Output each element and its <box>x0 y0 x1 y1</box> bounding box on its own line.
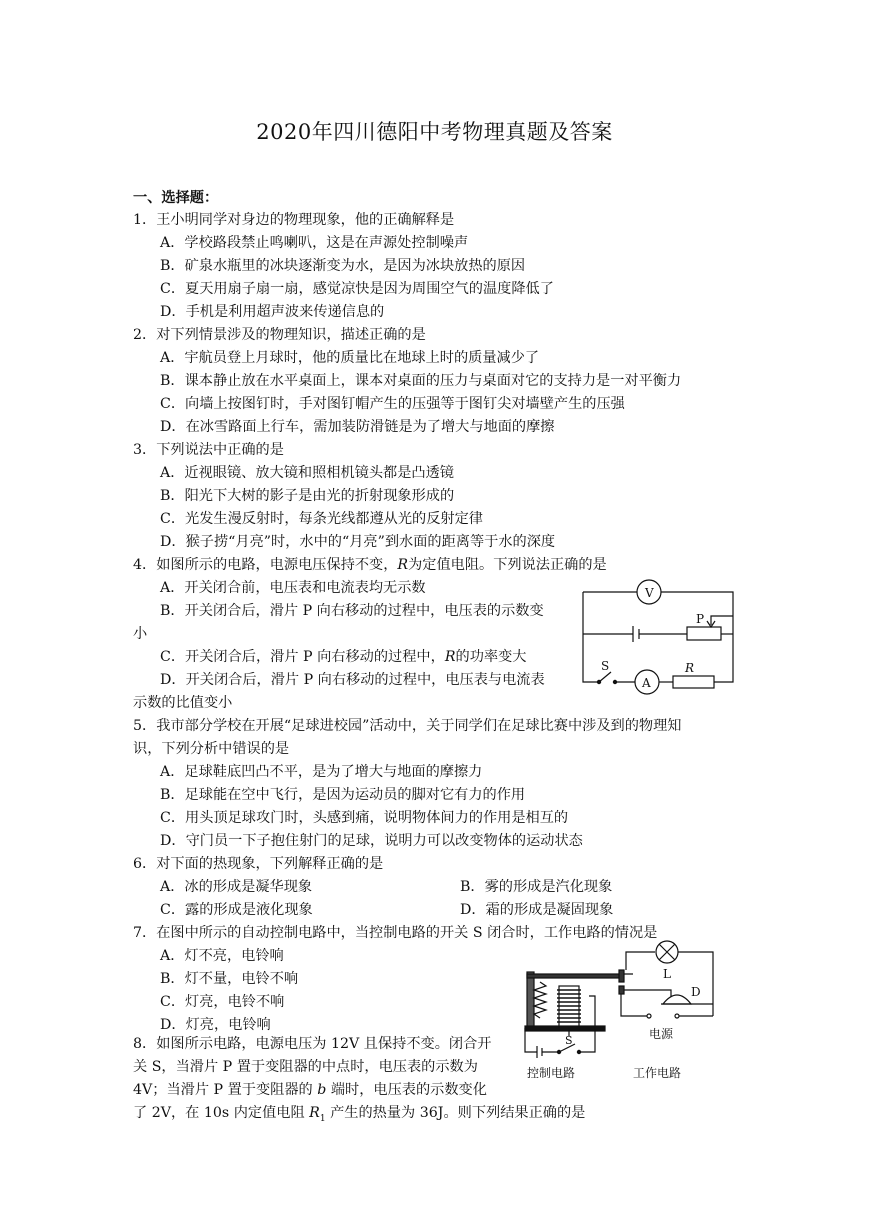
q8-l3-post: 端时，电压表的示数变化 <box>326 1082 487 1098</box>
spring-icon <box>534 982 546 1018</box>
q4-option-d-cont: 示数的比值变小 <box>133 695 233 711</box>
q5-option-b: B．足球能在空中飞行，是因为运动员的脚对它有力的作用 <box>160 787 526 803</box>
switch-label: S <box>601 659 610 673</box>
q6-option-d: D．霜的形成是凝固现象 <box>460 902 614 918</box>
q6-option-c: C．露的形成是液化现象 <box>160 902 313 918</box>
slider-arrow-icon <box>711 616 733 625</box>
q4-c-pre: C．开关闭合后，滑片 P 向右移动的过程中， <box>160 649 445 665</box>
bell-icon <box>663 995 691 1004</box>
q2-option-a: A．宇航员登上月球时，他的质量比在地球上时的质量减少了 <box>160 350 540 366</box>
q4-stem-r: R <box>397 557 409 573</box>
power-supply-label: 电源 <box>649 1027 674 1041</box>
q4-circuit-diagram <box>575 578 745 698</box>
q4-stem-pre: 4．如图所示的电路，电源电压保持不变， <box>133 557 398 573</box>
q1-option-a: A．学校路段禁止鸣喇叭，这是在声源处控制噪声 <box>160 235 469 251</box>
q5-stem: 5．我市部分学校在开展“足球进校园”活动中，关于同学们在足球比赛中涉及到的物理知 <box>133 718 682 734</box>
q2-option-d: D．在冰雪路面上行车，需加装防滑链是为了增大与地面的摩擦 <box>160 419 555 435</box>
q8-l3-pre: 4V；当滑片 P 置于变阻器的 <box>133 1082 318 1098</box>
q4-c-post: 的功率变大 <box>455 649 527 665</box>
q2-stem: 2．对下列情景涉及的物理知识，描述正确的是 <box>133 327 426 343</box>
q8-line3 <box>133 1080 487 1100</box>
q5-option-a: A．足球鞋底凹凸不平，是为了增大与地面的摩擦力 <box>160 764 483 780</box>
q1-option-d: D．手机是利用超声波来传递信息的 <box>160 304 385 320</box>
q6-option-b: B．雾的形成是汽化现象 <box>460 879 613 895</box>
work-circuit-label: 工作电路 <box>633 1066 682 1080</box>
q8-l4-sub: 1 <box>319 1113 326 1124</box>
ammeter-label: A <box>642 676 651 690</box>
q6-stem: 6．对下面的热现象，下列解释正确的是 <box>133 856 384 872</box>
bell-label: D <box>691 985 701 999</box>
resistor-label: R <box>685 661 695 675</box>
resistor-icon <box>673 676 714 688</box>
q1-option-b: B．矿泉水瓶里的冰块逐渐变为水，是因为冰块放热的原因 <box>160 258 526 274</box>
q6-option-a: A．冰的形成是凝华现象 <box>160 879 313 895</box>
q8-l3-b: b <box>317 1082 327 1098</box>
q2-option-c: C．向墙上按图钉时，手对图钉帽产生的压强等于图钉尖对墙壁产生的压强 <box>160 396 625 412</box>
q1-stem: 1．王小明同学对身边的物理现象，他的正确解释是 <box>133 212 455 228</box>
q8-line1: 8．如图所示电路，电源电压为 12V 且保持不变。闭合开 <box>133 1036 492 1052</box>
q3-option-c: C．光发生漫反射时，每条光线都遵从光的反射定律 <box>160 511 483 527</box>
q4-stem-post: 为定值电阻。下列说法正确的是 <box>408 557 607 573</box>
q8-l4-pre: 了 2V，在 10s 内定值电阻 <box>133 1105 310 1121</box>
q7-option-b: B．灯不量，电铃不响 <box>160 971 299 987</box>
q1-option-c: C．夏天用扇子扇一扇，感觉凉快是因为周围空气的温度降低了 <box>160 281 554 297</box>
q8-line4 <box>133 1103 585 1129</box>
q7-relay-diagram <box>513 936 728 1086</box>
armature-icon <box>527 974 622 978</box>
control-circuit-label: 控制电路 <box>527 1066 576 1080</box>
relay-base <box>525 1026 605 1031</box>
battery-icon <box>633 626 639 642</box>
page-title: 2020年四川德阳中考物理真题及答案 <box>256 120 613 144</box>
q4-option-b-cont: 小 <box>133 626 148 642</box>
q8-l4-r: R <box>309 1105 320 1121</box>
q5-option-c: C．用头顶足球攻门时，头感到痛，说明物体间力的作用是相互的 <box>160 810 569 826</box>
q3-stem: 3．下列说法中正确的是 <box>133 442 284 458</box>
q5-option-d: D．守门员一下子抱住射门的足球，说明力可以改变物体的运动状态 <box>160 833 583 849</box>
q7-option-a: A．灯不亮，电铃响 <box>160 948 284 964</box>
q4-option-a: A．开关闭合前，电压表和电流表均无示数 <box>160 580 426 596</box>
q7-option-c: C．灯亮，电铃不响 <box>160 994 285 1010</box>
voltmeter-label: V <box>645 586 654 600</box>
q3-option-a: A．近视眼镜、放大镜和照相机镜头都是凸透镜 <box>160 465 454 481</box>
q8-line2: 关 S，当滑片 P 置于变阻器的中点时，电压表的示数为 <box>133 1059 478 1075</box>
q4-stem <box>133 555 607 575</box>
q3-option-b: B．阳光下大树的影子是由光的折射现象形成的 <box>160 488 455 504</box>
q2-option-b: B．课本静止放在水平桌面上，课本对桌面的压力与桌面对它的支持力是一对平衡力 <box>160 373 682 389</box>
q4-option-d: D．开关闭合后，滑片 P 向右移动的过程中，电压表与电流表 <box>160 672 545 688</box>
q8-l4-post: 产生的热量为 36J。则下列结果正确的是 <box>325 1105 586 1121</box>
q7-stem: 7．在图中所示的自动控制电路中，当控制电路的开关 S 闭合时，工作电路的情况是 <box>133 925 658 941</box>
section-heading: 一、选择题： <box>133 190 219 206</box>
q4-c-r: R <box>444 649 456 665</box>
rheostat-icon <box>687 627 721 640</box>
q4-option-c <box>160 647 526 667</box>
q7-option-d: D．灯亮，电铃响 <box>160 1017 271 1033</box>
q3-option-d: D．猴子捞“月亮”时，水中的“月亮”到水面的距离等于水的深度 <box>160 534 556 550</box>
lamp-label: L <box>663 967 671 981</box>
control-switch-label: S <box>565 1034 573 1047</box>
slider-label: P <box>696 612 705 626</box>
q4-option-b: B．开关闭合后，滑片 P 向右移动的过程中，电压表的示数变 <box>160 603 544 619</box>
q5-stem-cont: 识，下列分析中错误的是 <box>133 741 290 757</box>
